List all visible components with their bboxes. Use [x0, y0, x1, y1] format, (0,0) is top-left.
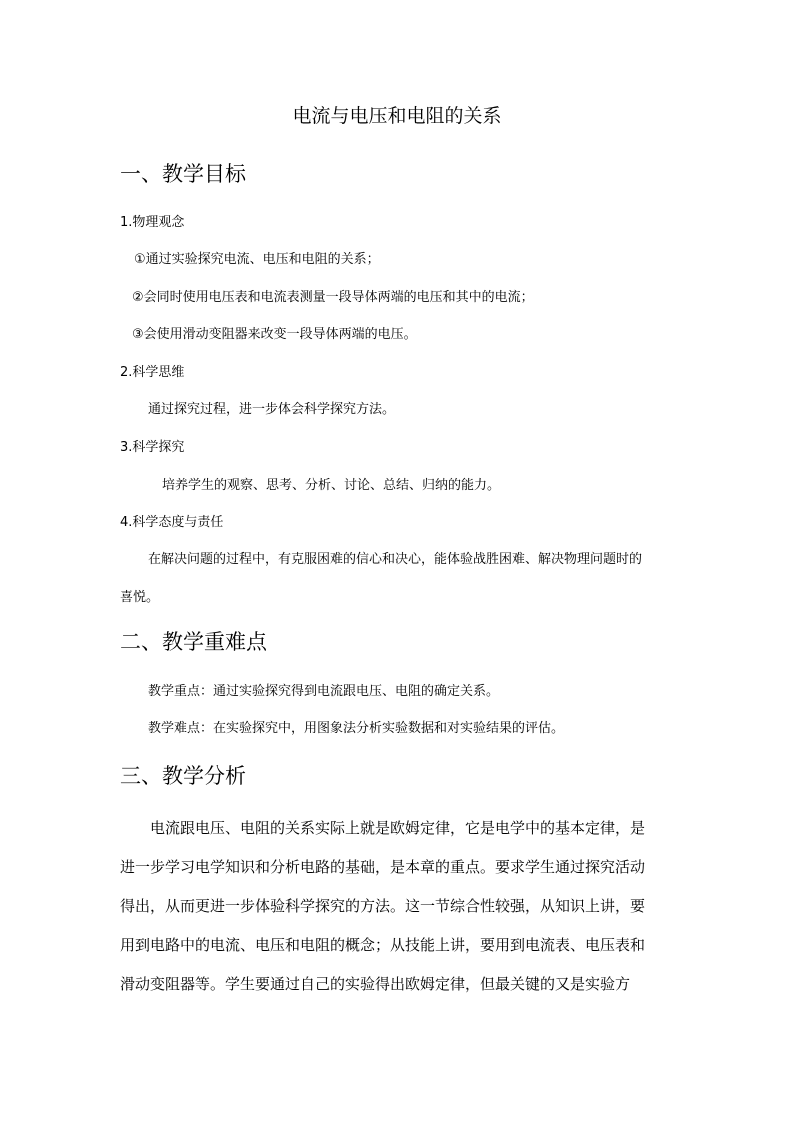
objective-item-2: ②会同时使用电压表和电流表测量一段导体两端的电压和其中的电流；	[132, 290, 534, 305]
section-heading-objectives: 一、教学目标	[120, 162, 246, 186]
subsection-label-scientific-thinking: 2.科学思维	[120, 365, 185, 380]
paragraph-line: 滑动变阻器等。学生要通过自己的实验得出欧姆定律，但最关键的又是实验方	[120, 975, 631, 993]
key-point-text: 教学重点：通过实验探究得到电流跟电压、电阻的确定关系。	[148, 684, 500, 699]
objective-item-1: ①通过实验探究电流、电压和电阻的关系；	[134, 252, 380, 267]
subsection-label-attitude-responsibility: 4.科学态度与责任	[120, 515, 224, 530]
attitude-responsibility-paragraph	[120, 551, 676, 607]
document-title: 电流与电压和电阻的关系	[292, 105, 502, 127]
paragraph-line: 电流跟电压、电阻的关系实际上就是欧姆定律，它是电学中的基本定律，是	[150, 819, 646, 837]
scientific-thinking-text: 通过探究过程，进一步体会科学探究方法。	[148, 402, 396, 417]
paragraph-line: 在解决问题的过程中，有克服困难的信心和决心，能体验战胜困难、解决物理问题时的	[148, 552, 643, 567]
paragraph-line: 进一步学习电学知识和分析电路的基础，是本章的重点。要求学生通过探究活动	[120, 858, 646, 876]
objective-item-3: ③会使用滑动变阻器来改变一段导体两端的电压。	[132, 327, 417, 342]
subsection-label-scientific-inquiry: 3.科学探究	[120, 440, 185, 455]
paragraph-line: 用到电路中的电流、电压和电阻的概念；从技能上讲，要用到电流表、电压表和	[120, 936, 646, 954]
scientific-inquiry-text: 培养学生的观察、思考、分析、讨论、总结、归纳的能力。	[162, 478, 501, 493]
section-heading-key-difficult-points: 二、教学重难点	[120, 630, 267, 654]
analysis-paragraph	[120, 818, 676, 1013]
subsection-label-physics-concept: 1.物理观念	[120, 215, 185, 230]
paragraph-line: 得出，从而更进一步体验科学探究的方法。这一节综合性较强，从知识上讲，要	[120, 897, 646, 915]
difficult-point-text: 教学难点：在实验探究中，用图象法分析实验数据和对实验结果的评估。	[148, 721, 565, 736]
paragraph-line: 喜悦。	[120, 590, 160, 605]
section-heading-analysis: 三、教学分析	[120, 764, 246, 788]
